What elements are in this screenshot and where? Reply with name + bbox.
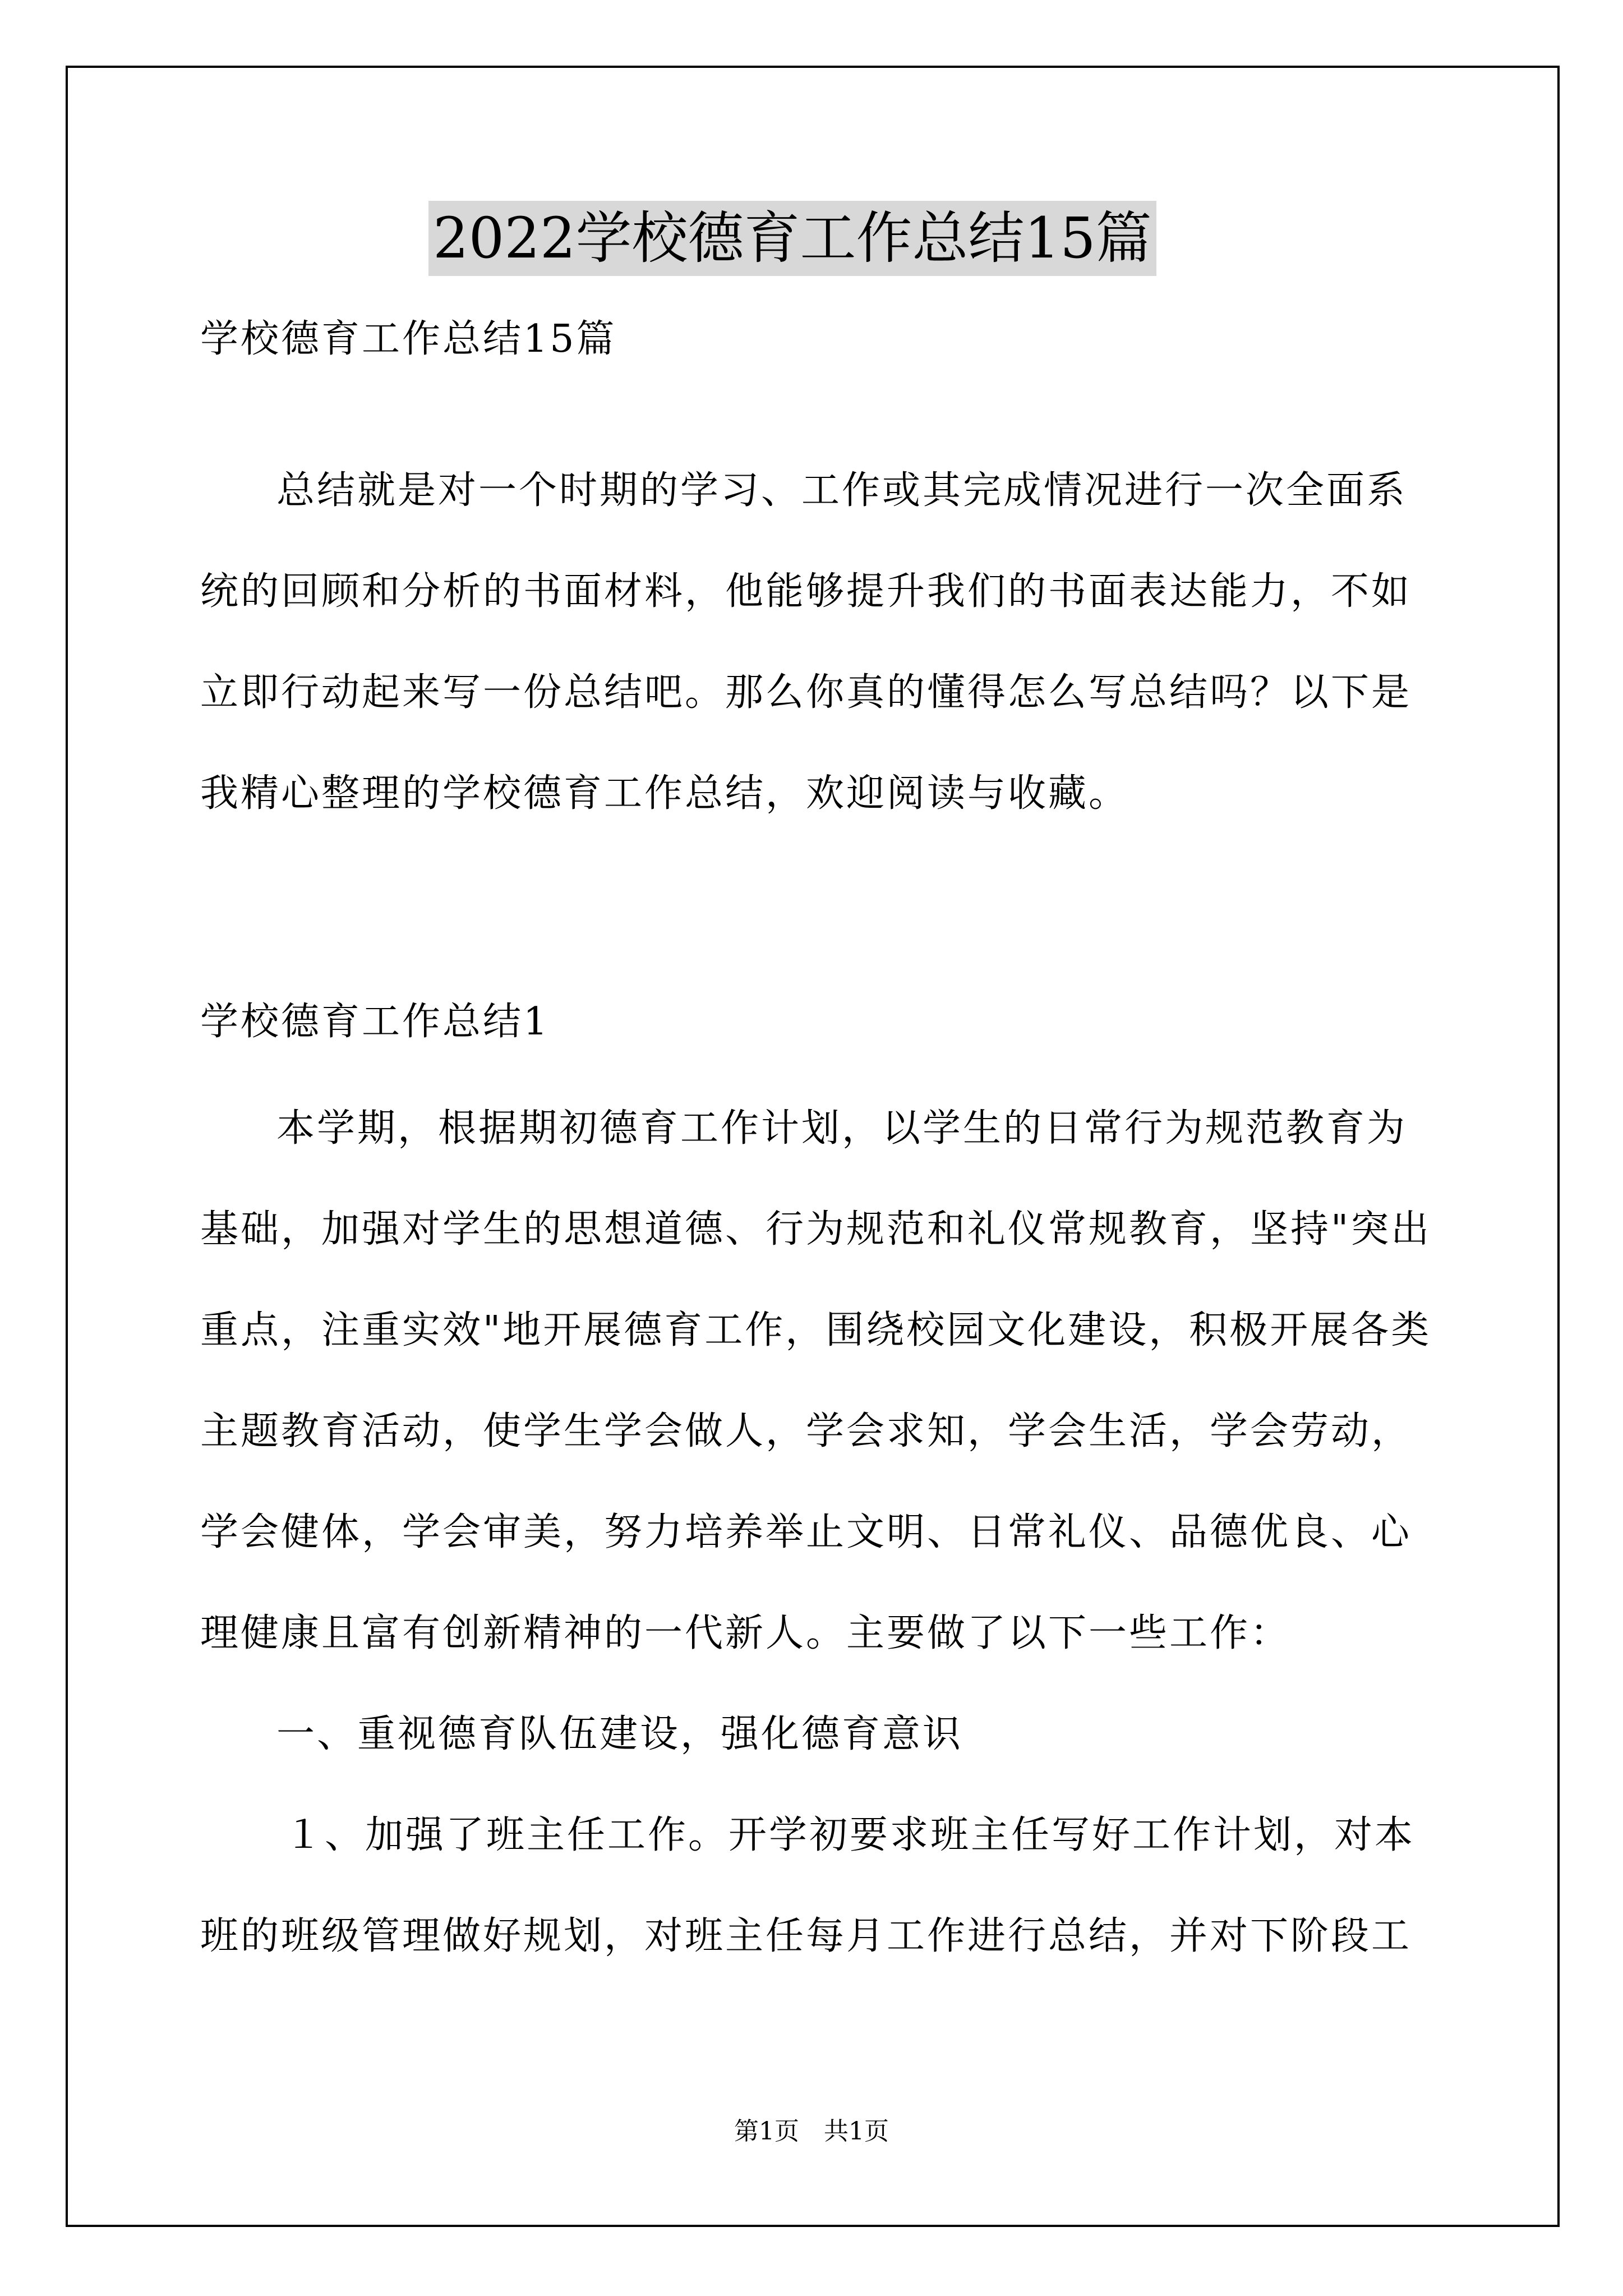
intro-line: 我精心整理的学校德育工作总结，欢迎阅读与收藏。 — [200, 771, 1129, 816]
page-number: 第1页 共1页 — [734, 2117, 889, 2146]
section-1-line: 理健康且富有创新精神的一代新人。主要做了以下一些工作： — [200, 1611, 1291, 1655]
section-1-line: 本学期，根据期初德育工作计划，以学生的日常行为规范教育为 — [276, 1106, 1408, 1151]
section-1-line: 主题教育活动，使学生学会做人，学会求知，学会生活，学会劳动， — [200, 1409, 1412, 1453]
section-1-line: 基础，加强对学生的思想道德、行为规范和礼仪常规教育，坚持"突出 — [200, 1207, 1432, 1251]
intro-line: 统的回顾和分析的书面材料，他能够提升我们的书面表达能力，不如 — [200, 569, 1412, 614]
point-heading: 一、重视德育队伍建设，强化德育意识 — [276, 1712, 963, 1756]
document-subtitle: 学校德育工作总结15篇 — [200, 317, 617, 361]
intro-line: 总结就是对一个时期的学习、工作或其完成情况进行一次全面系 — [276, 468, 1408, 513]
point-1-1-line: 班的班级管理做好规划，对班主任每月工作进行总结，并对下阶段工 — [200, 1914, 1412, 1958]
point-1-1-line: １、加强了班主任工作。开学初要求班主任写好工作计划，对本 — [284, 1813, 1415, 1857]
section-1-line: 重点，注重实效"地开展德育工作，围绕校园文化建设，积极开展各类 — [200, 1308, 1432, 1352]
section-heading: 学校德育工作总结1 — [200, 1000, 550, 1044]
section-1-line: 学会健体，学会审美，努力培养举止文明、日常礼仪、品德优良、心 — [200, 1510, 1412, 1554]
intro-line: 立即行动起来写一份总结吧。那么你真的懂得怎么写总结吗？以下是 — [200, 670, 1412, 715]
document-title: 2022学校德育工作总结15篇 — [428, 201, 1156, 276]
